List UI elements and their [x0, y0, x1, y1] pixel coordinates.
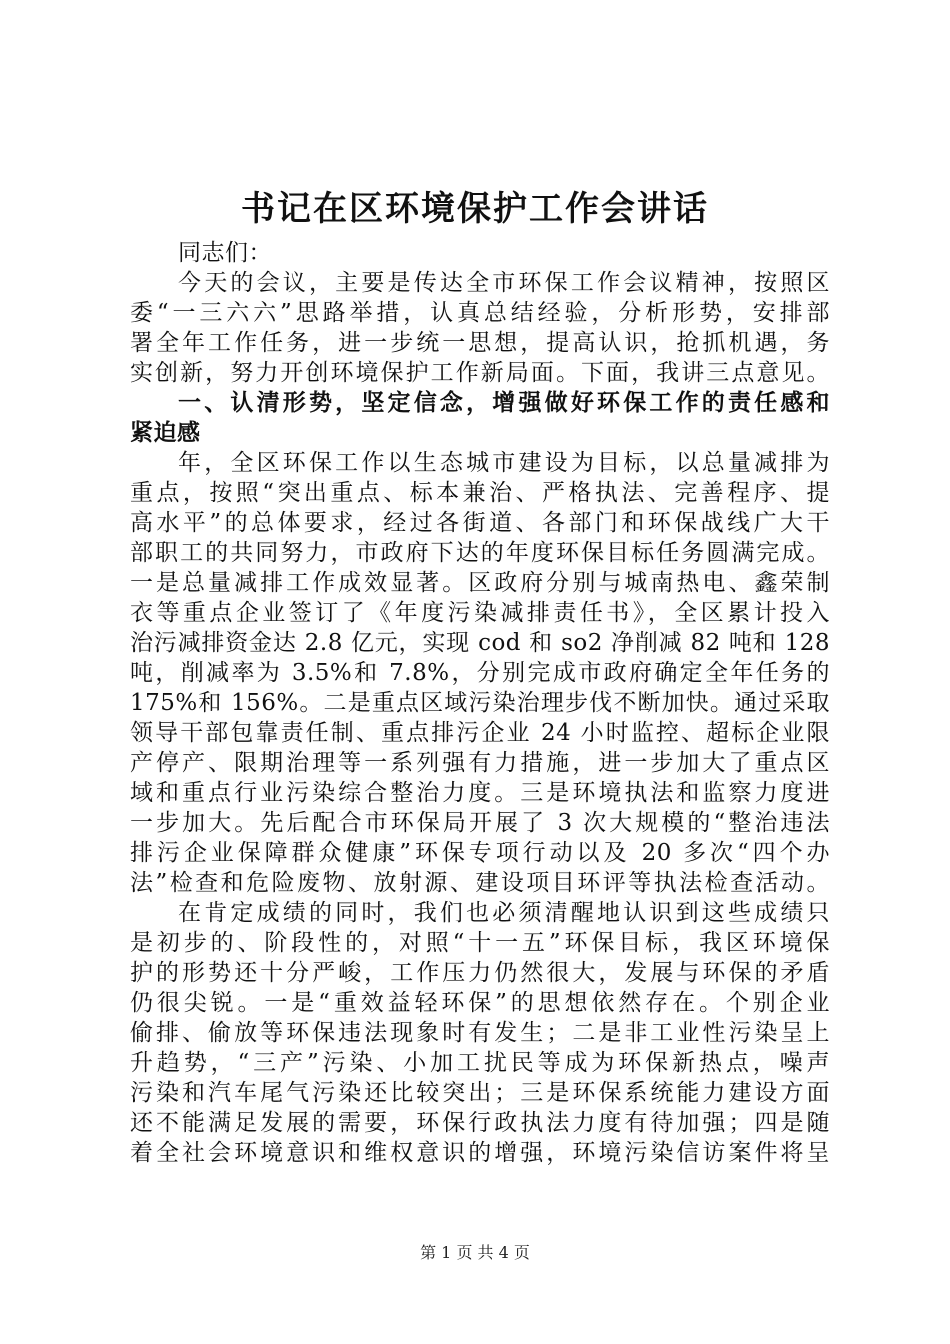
section-heading-line: 紧迫感	[130, 420, 201, 446]
document-body	[130, 238, 830, 1168]
body-text-line: 委“一三六六”思路举措，认真总结经验，分析形势，安排部	[130, 300, 830, 326]
body-text-line: 175%和 156%。二是重点区域污染治理步伐不断加快。通过采取	[130, 690, 830, 716]
body-text-line: 实创新，努力开创环境保护工作新局面。下面，我讲三点意见。	[130, 360, 830, 386]
body-text-line: 部职工的共同努力，市政府下达的年度环保目标任务圆满完成。	[130, 540, 830, 566]
body-text-line: 是初步的、阶段性的，对照“十一五”环保目标，我区环境保	[130, 930, 830, 956]
body-text-line: 领导干部包靠责任制、重点排污企业 24 小时监控、超标企业限	[130, 720, 830, 746]
body-text-line: 治污减排资金达 2.8 亿元，实现 cod 和 so2 净削减 82 吨和 128	[130, 630, 830, 656]
body-text-line: 在肯定成绩的同时，我们也必须清醒地认识到这些成绩只	[178, 900, 830, 926]
body-text-line: 吨，削减率为 3.5%和 7.8%，分别完成市政府确定全年任务的	[130, 660, 830, 686]
body-text-line: 一步加大。先后配合市环保局开展了 3 次大规模的“整治违法	[130, 810, 830, 836]
body-text-line: 排污企业保障群众健康”环保专项行动以及 20 多次“四个办	[130, 840, 830, 866]
body-text-line: 升趋势，“三产”污染、小加工扰民等成为环保新热点，噪声	[130, 1050, 830, 1076]
body-text-line: 仍很尖锐。一是“重效益轻环保”的思想依然存在。个别企业	[130, 990, 830, 1016]
body-text-line: 署全年工作任务，进一步统一思想，提高认识，抢抓机遇，务	[130, 330, 830, 356]
body-text-line: 同志们：	[178, 240, 272, 266]
body-text-line: 高水平”的总体要求，经过各街道、各部门和环保战线广大干	[130, 510, 830, 536]
body-text-line: 偷排、偷放等环保违法现象时有发生；二是非工业性污染呈上	[130, 1020, 830, 1046]
body-text-line: 产停产、限期治理等一系列强有力措施，进一步加大了重点区	[130, 750, 830, 776]
page-footer: 第 1 页 共 4 页	[420, 1243, 530, 1262]
body-text-line: 护的形势还十分严峻，工作压力仍然很大，发展与环保的矛盾	[130, 960, 830, 986]
body-text-line: 一是总量减排工作成效显著。区政府分别与城南热电、鑫荣制	[130, 570, 830, 596]
body-text-line: 年，全区环保工作以生态城市建设为目标，以总量减排为	[178, 450, 830, 476]
body-text-line: 衣等重点企业签订了《年度污染减排责任书》，全区累计投入	[130, 600, 830, 626]
body-text-line: 法”检查和危险废物、放射源、建设项目环评等执法检查活动。	[130, 870, 830, 896]
document-title: 书记在区环境保护工作会讲话	[241, 189, 709, 229]
body-text-line: 着全社会环境意识和维权意识的增强，环境污染信访案件将呈	[130, 1140, 830, 1166]
body-text-line: 污染和汽车尾气污染还比较突出；三是环保系统能力建设方面	[130, 1080, 830, 1106]
body-text-line: 还不能满足发展的需要，环保行政执法力度有待加强；四是随	[130, 1110, 830, 1136]
body-text-line: 今天的会议，主要是传达全市环保工作会议精神，按照区	[178, 270, 830, 296]
section-heading-line: 一、认清形势，坚定信念，增强做好环保工作的责任感和	[178, 390, 830, 416]
body-text-line: 域和重点行业污染综合整治力度。三是环境执法和监察力度进	[130, 780, 830, 806]
body-text-line: 重点，按照“突出重点、标本兼治、严格执法、完善程序、提	[130, 480, 830, 506]
